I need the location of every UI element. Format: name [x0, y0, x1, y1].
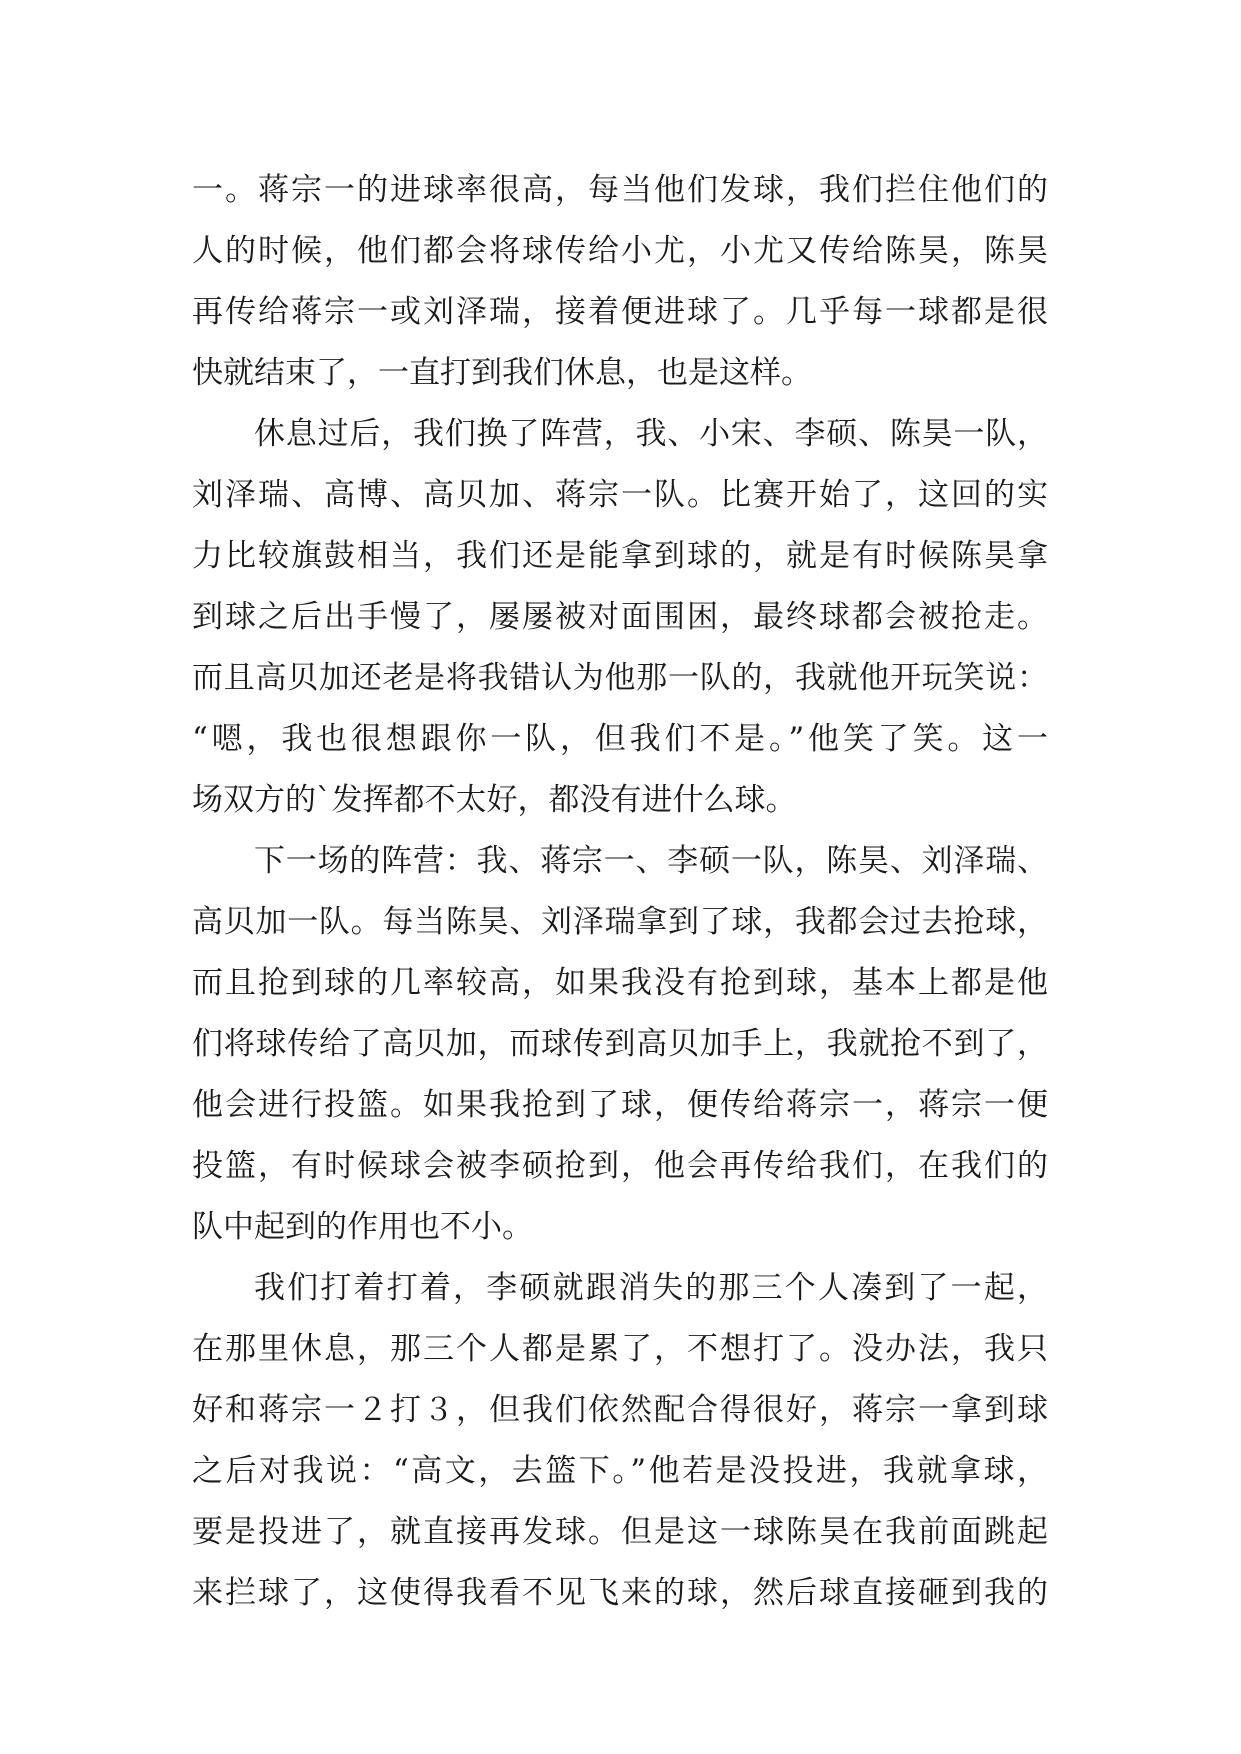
document-body [192, 160, 1048, 1624]
text-line: 在那里休息，那三个人都是累了，不想打了。没办法，我只 [192, 1331, 1048, 1367]
text-line: 到球之后出手慢了，屡屡被对面围困，最终球都会被抢走。 [192, 599, 1048, 635]
text-line: 队中起到的作用也不小。 [192, 1209, 533, 1245]
text-line: 我们打着打着，李硕就跟消失的那三个人凑到了一起， [254, 1270, 1048, 1306]
text-line: 场双方的`发挥都不太好，都没有进什么球。 [192, 782, 797, 818]
text-line: 投篮，有时候球会被李硕抢到，他会再传给我们，在我们的 [192, 1148, 1048, 1184]
text-line: 力比较旗鼓相当，我们还是能拿到球的，就是有时候陈昊拿 [192, 538, 1048, 574]
text-line: 一。蒋宗一的进球率很高，每当他们发球，我们拦住他们的 [192, 172, 1048, 208]
text-line: 高贝加一队。每当陈昊、刘泽瑞拿到了球，我都会过去抢球， [192, 904, 1048, 940]
text-line: 快就结束了，一直打到我们休息，也是这样。 [192, 355, 812, 391]
text-line: 他会进行投篮。如果我抢到了球，便传给蒋宗一，蒋宗一便 [192, 1087, 1048, 1123]
text-line: 要是投进了，就直接再发球。但是这一球陈昊在我前面跳起 [192, 1514, 1048, 1550]
text-line: 下一场的阵营：我、蒋宗一、李硕一队，陈昊、刘泽瑞、 [254, 843, 1048, 879]
text-line: 之后对我说：“高文，去篮下。”他若是没投进，我就拿球， [192, 1453, 1048, 1489]
text-line: 刘泽瑞、高博、高贝加、蒋宗一队。比赛开始了，这回的实 [192, 477, 1048, 513]
text-line: “嗯，我也很想跟你一队，但我们不是。”他笑了笑。这一 [192, 721, 1048, 757]
text-line: 休息过后，我们换了阵营，我、小宋、李硕、陈昊一队， [254, 416, 1048, 452]
text-line: 再传给蒋宗一或刘泽瑞，接着便进球了。几乎每一球都是很 [192, 294, 1048, 330]
text-line: 来拦球了，这使得我看不见飞来的球，然后球直接砸到我的 [192, 1575, 1048, 1611]
text-line: 人的时候，他们都会将球传给小尤，小尤又传给陈昊，陈昊 [192, 233, 1048, 269]
text-line: 而且抢到球的几率较高，如果我没有抢到球，基本上都是他 [192, 965, 1048, 1001]
text-line: 们将球传给了高贝加，而球传到高贝加手上，我就抢不到了， [192, 1026, 1048, 1062]
text-line: 好和蒋宗一２打３，但我们依然配合得很好，蒋宗一拿到球 [192, 1392, 1048, 1428]
text-line: 而且高贝加还老是将我错认为他那一队的，我就他开玩笑说： [192, 660, 1048, 696]
